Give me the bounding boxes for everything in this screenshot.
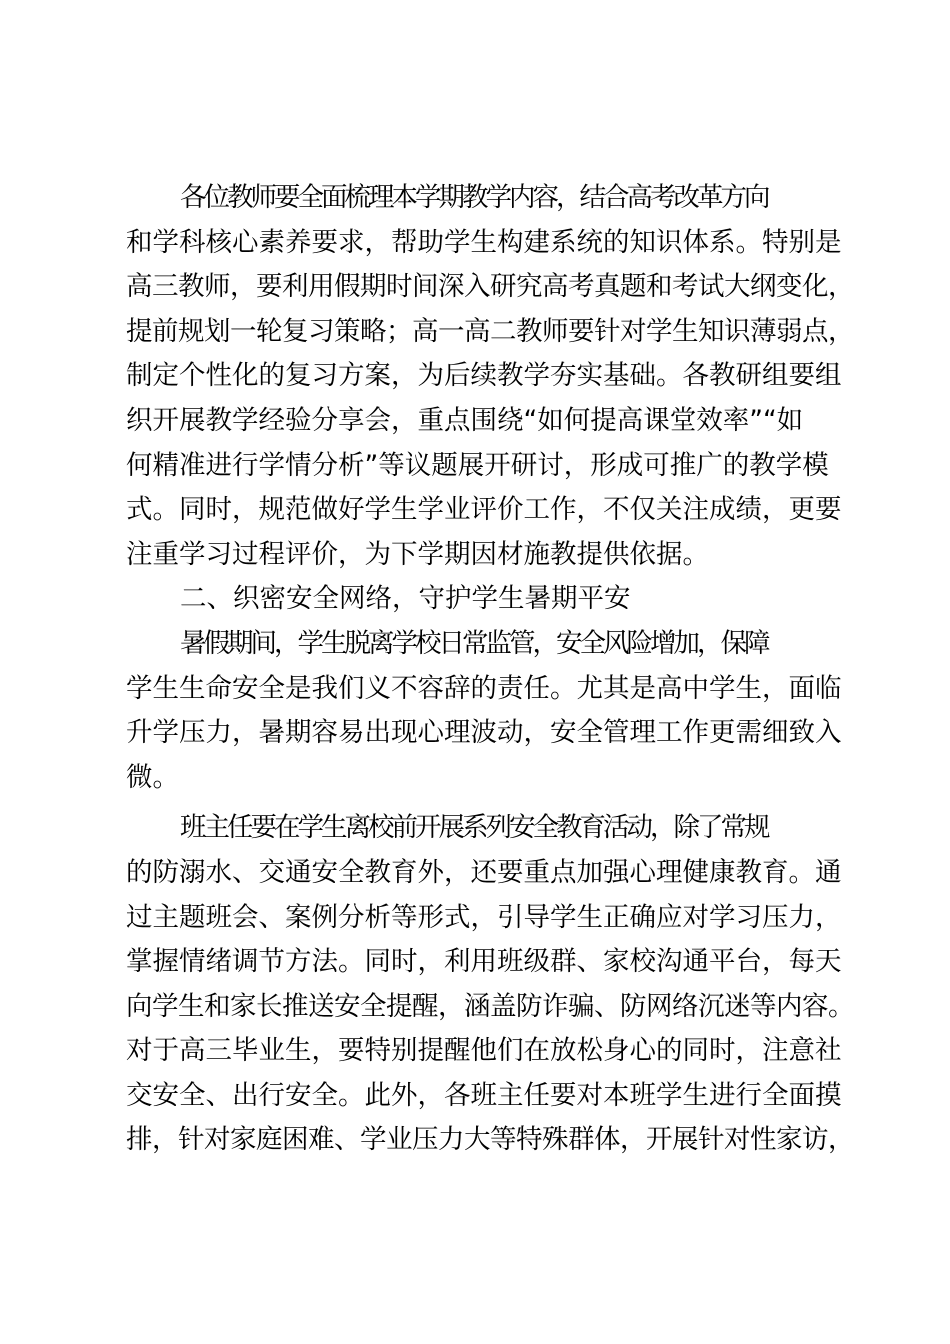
text-line: 升学压力，暑期容易出现心理波动，安全管理工作更需细致入 — [126, 717, 842, 749]
text-line: 排，针对家庭困难、学业压力大等特殊群体，开展针对性家访， — [126, 1124, 854, 1156]
text-line: 高三教师，要利用假期时间深入研究高考真题和考试大纲变化， — [126, 271, 854, 303]
text-line: 提前规划一轮复习策略；高一高二教师要针对学生知识薄弱点， — [126, 315, 854, 347]
text-line: 和学科核心素养要求，帮助学生构建系统的知识体系。特别是 — [126, 226, 842, 258]
text-line: 的防溺水、交通安全教育外，还要重点加强心理健康教育。通 — [126, 856, 842, 888]
text-line: 对于高三毕业生，要特别提醒他们在放松身心的同时，注意社 — [126, 1035, 842, 1067]
text-line: 过主题班会、案例分析等形式，引导学生正确应对学习压力， — [126, 901, 842, 933]
paragraph-class-teacher-duties — [126, 806, 856, 1163]
text-line: 学生生命安全是我们义不容辞的责任。尤其是高中学生，面临 — [126, 672, 842, 704]
text-line: 班主任要在学生离校前开展系列安全教育活动，除了常规 — [180, 812, 768, 844]
text-line: 注重学习过程评价，为下学期因材施教提供依据。 — [126, 538, 709, 570]
text-line: 向学生和家长推送安全提醒，涵盖防诈骗、防网络沉迷等内容。 — [126, 990, 854, 1022]
text-line: 暑假期间，学生脱离学校日常监管，安全风险增加，保障 — [180, 627, 768, 659]
document-body — [126, 176, 856, 1163]
text-line: 织开展教学经验分享会，重点围绕“如何提高课堂效率”“如 — [126, 404, 804, 436]
text-line: 微。 — [126, 761, 179, 793]
section-heading: 二、织密安全网络，守护学生暑期平安 — [180, 583, 631, 615]
paragraph-safety-intro — [126, 622, 856, 800]
text-line: 各位教师要全面梳理本学期教学内容，结合高考改革方向 — [180, 182, 768, 213]
text-line: 掌握情绪调节方法。同时，利用班级群、家校沟通平台，每天 — [126, 946, 842, 978]
text-line: 式。同时，规范做好学生学业评价工作，不仅关注成绩，更要 — [126, 494, 842, 526]
paragraph-teaching-review — [126, 176, 856, 577]
text-line: 制定个性化的复习方案，为后续教学夯实基础。各教研组要组 — [126, 360, 842, 392]
text-line: 交安全、出行安全。此外，各班主任要对本班学生进行全面摸 — [126, 1079, 842, 1111]
text-line: 何精准进行学情分析”等议题展开研讨，形成可推广的教学模 — [126, 449, 829, 481]
